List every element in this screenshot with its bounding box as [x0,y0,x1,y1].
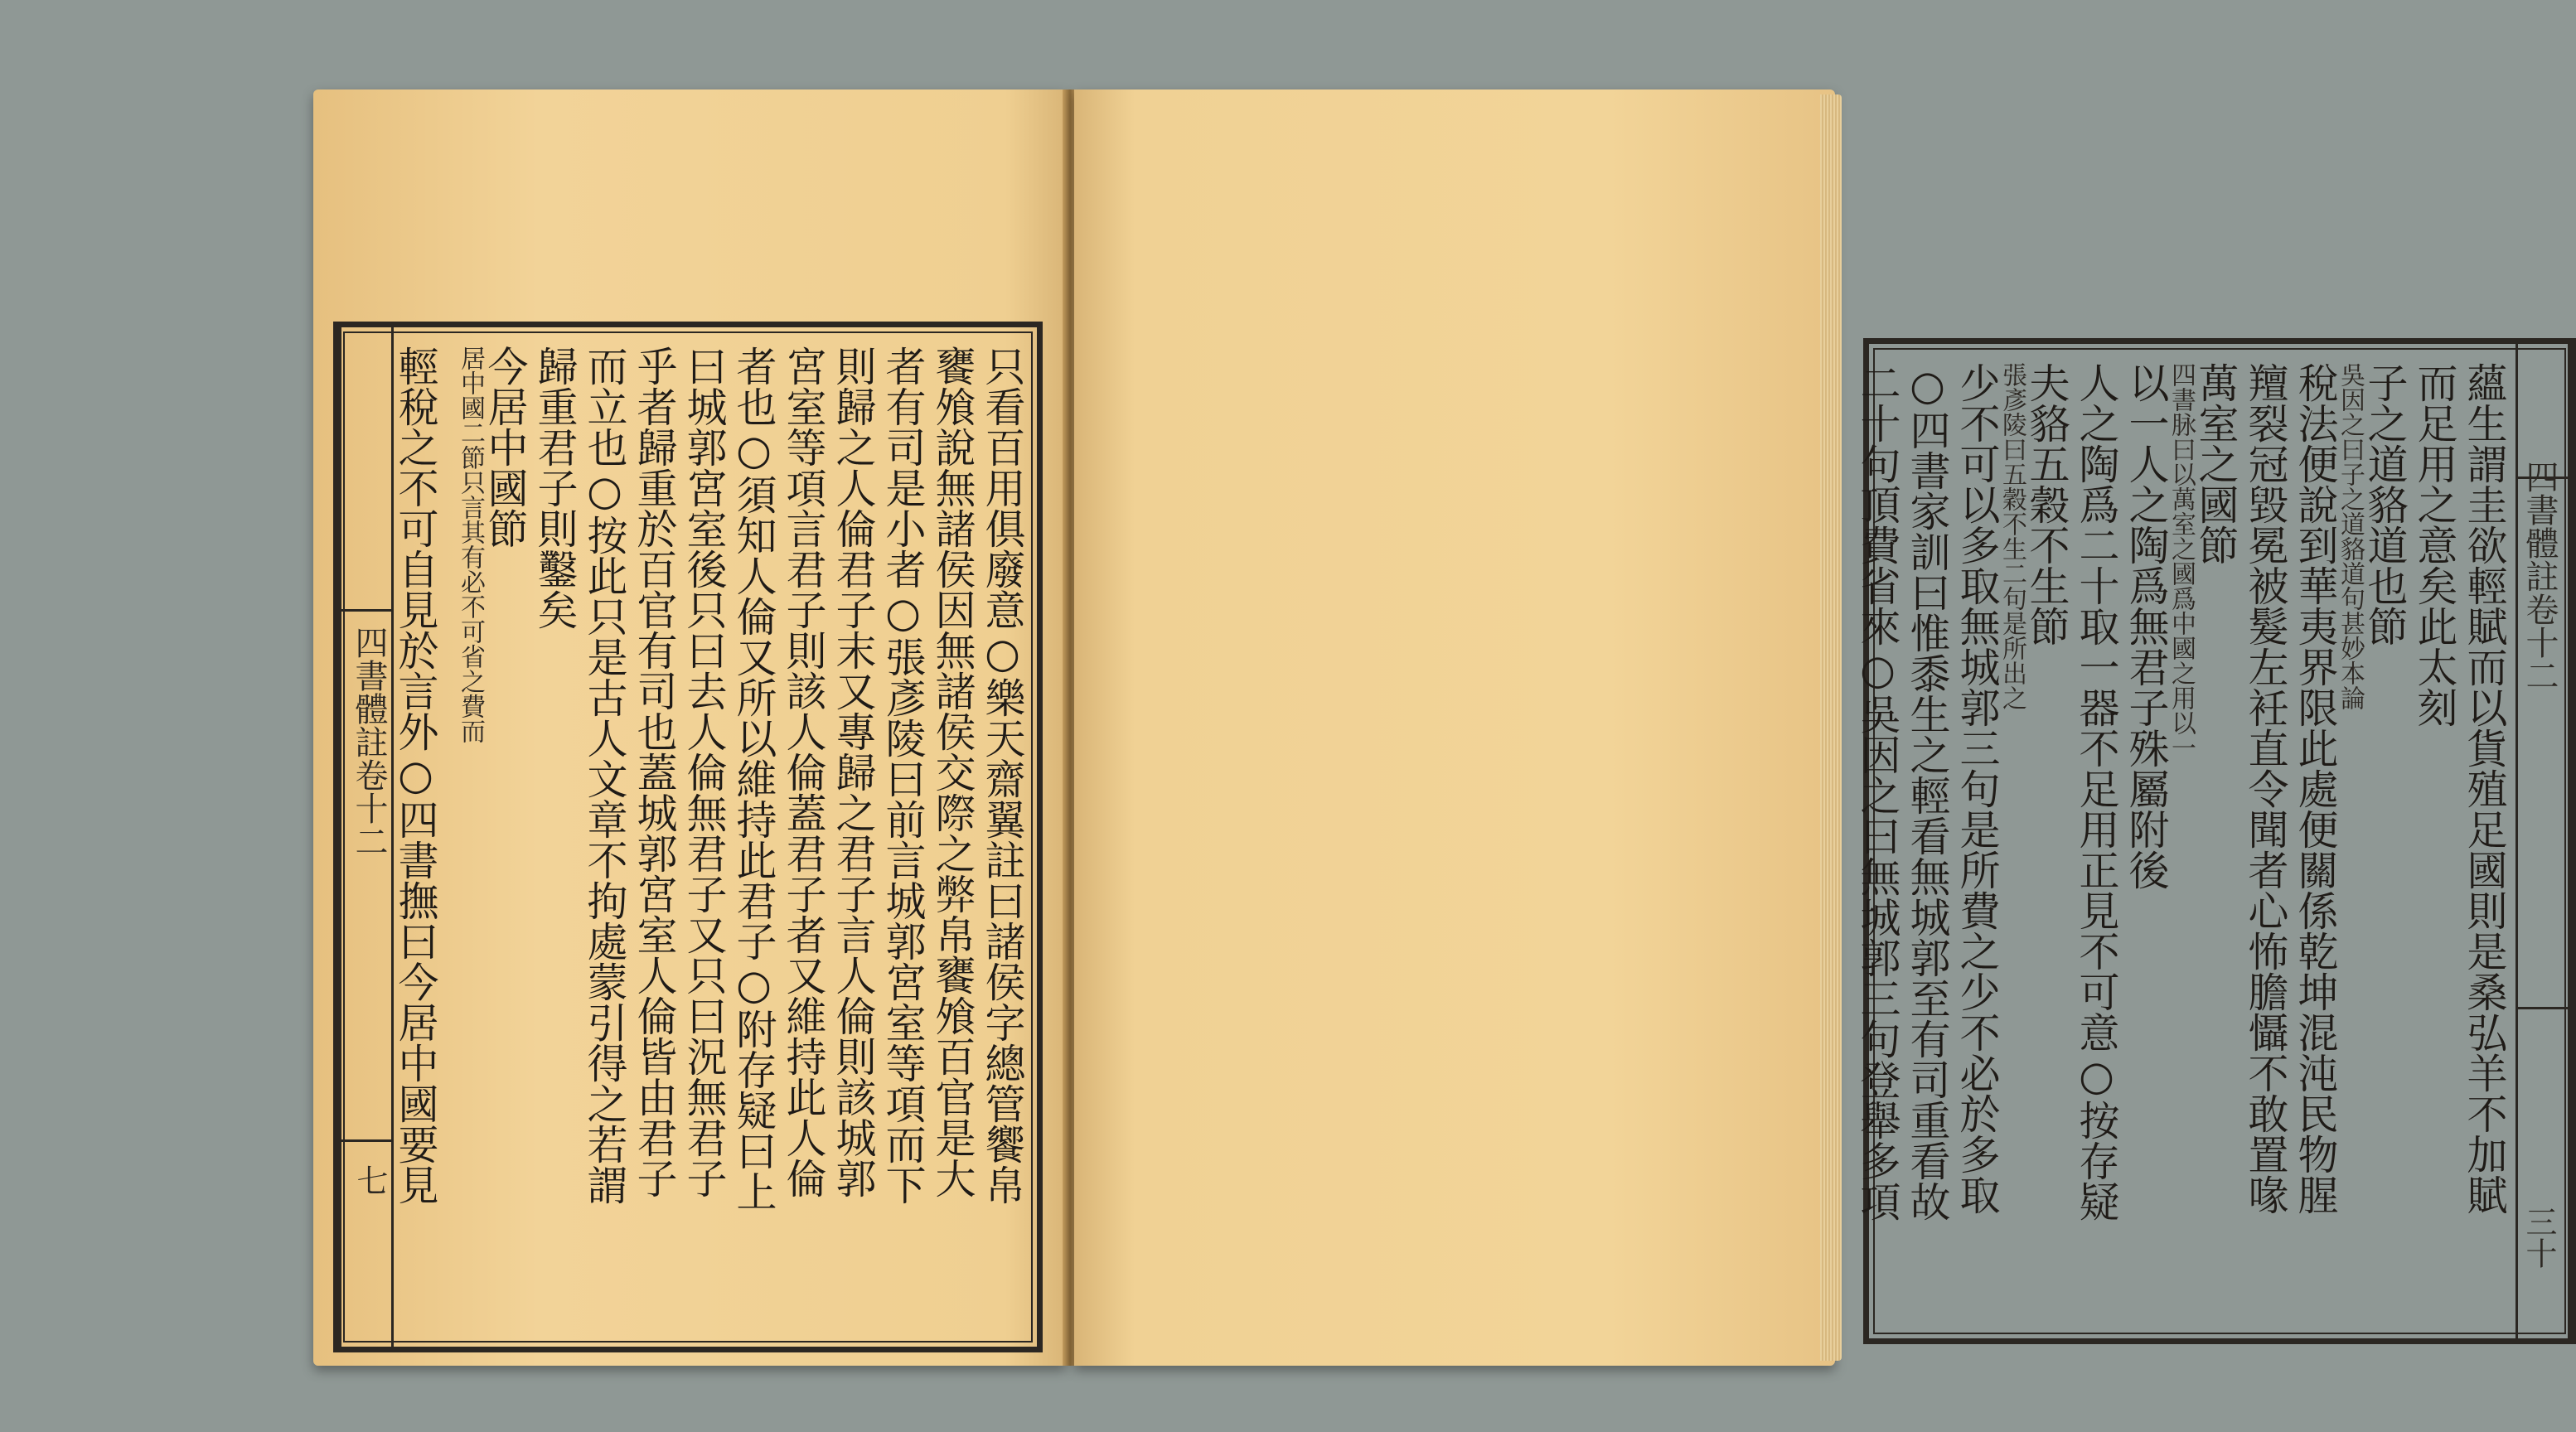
text-column: 人之陶爲二十取一器不足用正見不可意○按存疑 [2073,362,2120,1222]
page-stack-edge [1820,94,1842,1361]
text-column: 饔飧說無諸侯因無諸侯交際之弊帛饔飧百官是大 [929,346,976,1198]
text-column: 二十句頂費省來○吳因之曰無城郭三句登舉多項 [1854,362,1901,1222]
commentary-note: 張彥陵曰五穀不生二句是所出之 [1997,362,2026,710]
left-page-frame [333,322,1043,1352]
text-column: 歸重君子則鑿矣 [531,346,579,630]
commentary-note: 四書脉曰以萬室之國爲中國之用以一 [2167,362,2196,760]
fish-tail-ornament [341,576,391,612]
text-column: 者有司是小者○張彥陵曰前言城郭宮室等項而下 [879,346,927,1205]
right-page [1074,90,2559,1366]
left-margin-title: 四書體註卷十二 [350,626,388,858]
text-column: 只看百用俱廢意○樂天齋翼註曰諸侯字總管饗帛 [979,346,1026,1205]
text-column: 者也○須知人倫又所以維持此君子○附存疑曰上 [730,346,777,1212]
text-column: 羶裂冠毀冕被髮左衽直令聞者心怖膽懾不敢置喙 [2242,362,2289,1215]
text-column: 則歸之人倫君子末又專歸之君子言人倫則該城郭 [830,346,877,1198]
text-column: 乎者歸重於百官有司也蓋城郭宮室人倫皆由君子 [631,346,678,1198]
text-column: ○四書家訓曰惟黍生之輕看無城郭至有司重看故 [1904,362,1951,1222]
open-book [313,90,2559,1366]
right-margin-title: 四書體註卷十二 [2520,460,2559,692]
section-heading-column: 夫貉五穀不生節 [2023,362,2070,646]
text-column: 宮室等項言君子則該人倫蓋君子者又維持此人倫 [780,346,827,1198]
text-column: 而立也○按此只是古人文章不拘處蒙引得之若謂 [581,346,628,1205]
text-column: 而足用之意矣此太刻 [2411,362,2458,728]
fish-tail-ornament [341,1106,391,1142]
right-page-frame [1854,338,2576,1344]
text-column: 蘊生謂圭欲輕賦而以貨殖足國則是桑弘羊不加賦 [2461,362,2508,1215]
left-text-block [390,346,1027,1332]
right-text-block [1854,362,2509,1323]
right-page-number: 三十 [2520,1206,2557,1269]
section-heading-column: 萬室之國節 [2192,362,2239,565]
commentary-note: 吳因之曰子之道貉道句甚妙本論 [2336,362,2365,710]
text-column: 輕稅之不可自見於言外○四書撫曰今居中國要見 [392,346,439,1205]
left-page [313,90,1066,1366]
commentary-note: 居中國二節只言其有必不可省之費而 [456,346,485,743]
fish-tail-ornament [2518,974,2568,1009]
text-column: 稅法便說到華夷界限此處便關係乾坤混沌民物腥 [2292,362,2339,1215]
text-column: 少不可以多取無城郭三句是所費之少不必於多取 [1954,362,2001,1215]
text-column: 以一人之陶爲無君子殊屬附後 [2123,362,2170,890]
left-page-number: 七 [351,1164,388,1196]
text-column: 曰城郭宮室後只曰去人倫無君子又只曰況無君子 [680,346,728,1198]
section-heading-column: 今居中國節 [482,346,529,549]
section-heading-column: 子之道貉道也節 [2361,362,2409,646]
